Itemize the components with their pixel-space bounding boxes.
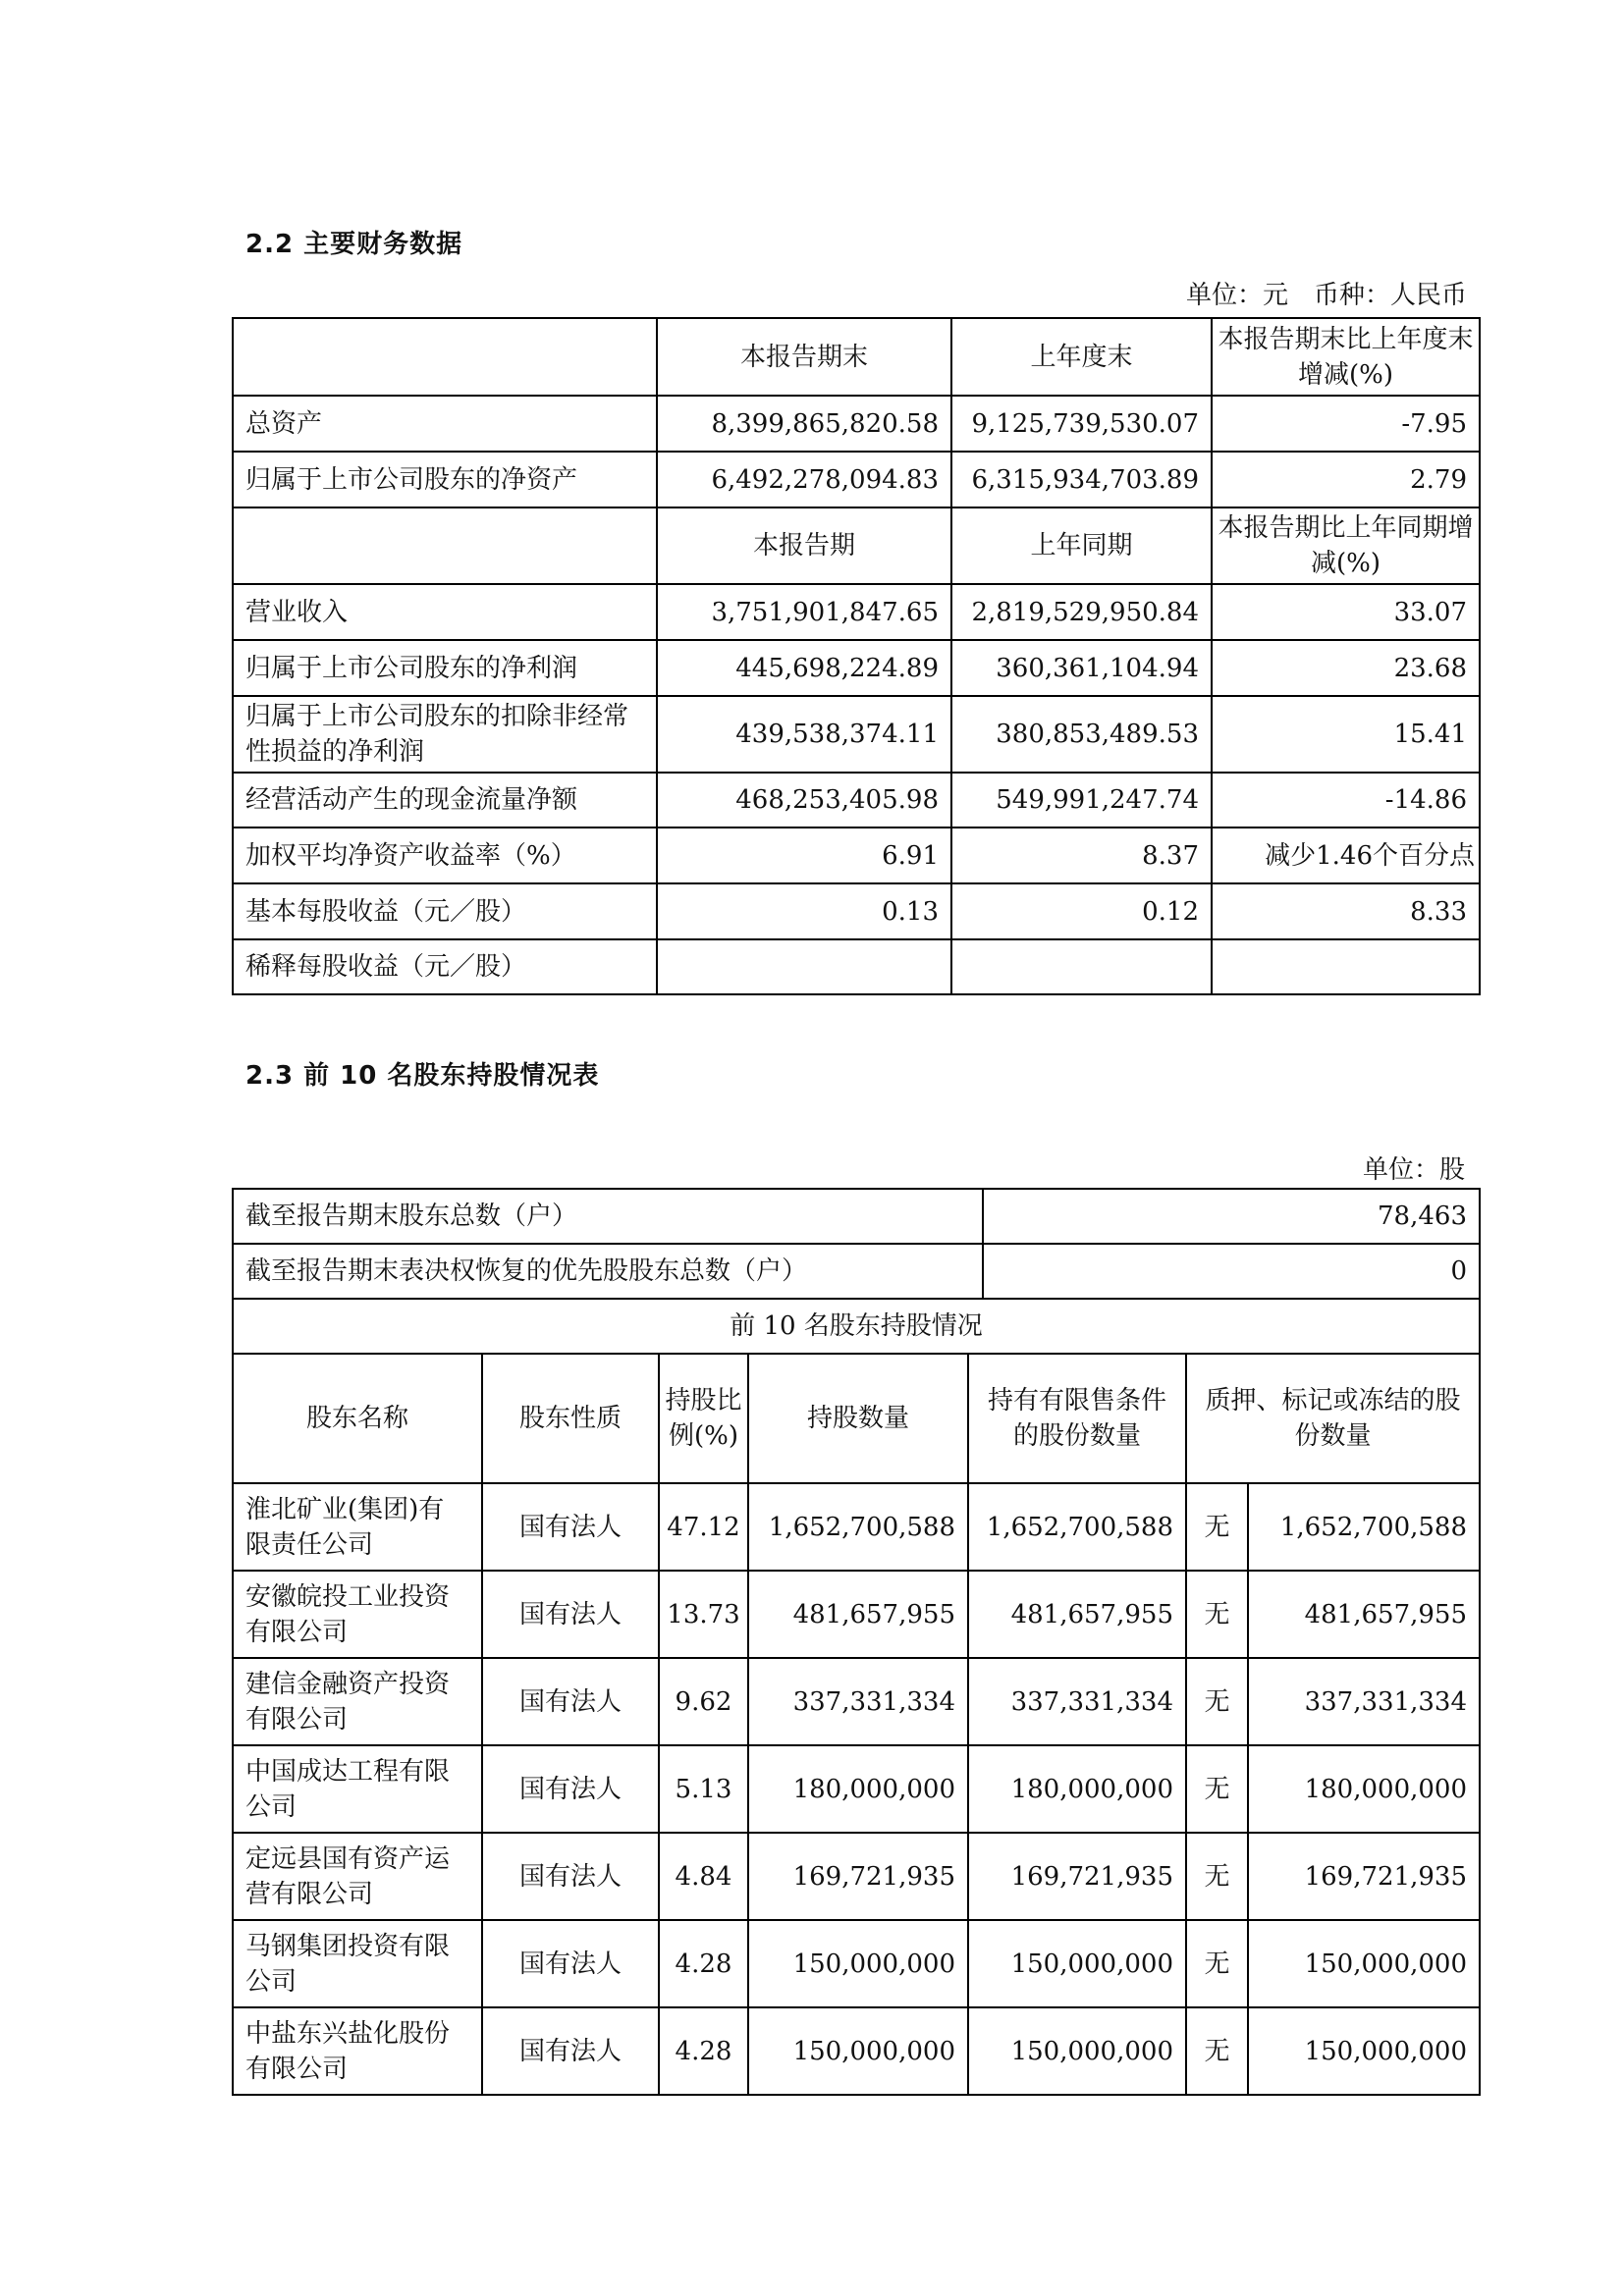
holder-quantity: 337,331,334	[748, 1658, 968, 1745]
summary-row	[233, 1244, 1480, 1299]
holder-quantity: 150,000,000	[748, 2007, 968, 2095]
holder-quantity: 169,721,935	[748, 1833, 968, 1920]
financial-header-row-2	[233, 507, 1480, 584]
row-change: -7.95	[1212, 396, 1480, 452]
preferred-holders-label: 截至报告期末表决权恢复的优先股股东总数（户）	[233, 1244, 983, 1299]
row-label: 归属于上市公司股东的净资产	[233, 452, 657, 507]
col-header-quantity: 持股数量	[748, 1354, 968, 1483]
holder-restricted: 481,657,955	[968, 1571, 1186, 1658]
total-holders-label: 截至报告期末股东总数（户）	[233, 1189, 983, 1244]
row-current: 0.13	[657, 883, 951, 939]
col-header-change: 本报告期末比上年度末增减(%)	[1212, 318, 1480, 396]
row-label: 基本每股收益（元／股）	[233, 883, 657, 939]
holders-header-row	[233, 1354, 1480, 1483]
row-previous: 380,853,489.53	[951, 696, 1212, 773]
holder-pledge-qty: 337,331,334	[1248, 1658, 1480, 1745]
row-change: -14.86	[1212, 773, 1480, 828]
row-current	[657, 939, 951, 994]
row-previous: 8.37	[951, 828, 1212, 883]
row-label: 稀释每股收益（元／股）	[233, 939, 657, 994]
holder-name: 中国成达工程有限公司	[233, 1745, 482, 1833]
holder-nature: 国有法人	[482, 1658, 659, 1745]
holder-pledge-status: 无	[1186, 1483, 1248, 1571]
col-header-current-period: 本报告期	[657, 507, 951, 584]
row-current: 6.91	[657, 828, 951, 883]
row-previous: 360,361,104.94	[951, 640, 1212, 696]
holder-ratio: 4.84	[659, 1833, 748, 1920]
section-2-2-heading: 2.2 主要财务数据	[245, 230, 463, 259]
col-header-name: 股东名称	[233, 1354, 482, 1483]
row-current: 439,538,374.11	[657, 696, 951, 773]
section-2-3-unit: 单位：股	[1362, 1155, 1465, 1185]
holder-nature: 国有法人	[482, 1833, 659, 1920]
holder-ratio: 4.28	[659, 1920, 748, 2007]
summary-title-row	[233, 1299, 1480, 1354]
holder-restricted: 337,331,334	[968, 1658, 1186, 1745]
holder-name: 淮北矿业(集团)有限责任公司	[233, 1483, 482, 1571]
row-change: 23.68	[1212, 640, 1480, 696]
row-change: 2.79	[1212, 452, 1480, 507]
financial-row	[233, 696, 1480, 773]
row-label: 加权平均净资产收益率（%）	[233, 828, 657, 883]
holder-restricted: 1,652,700,588	[968, 1483, 1186, 1571]
holder-pledge-status: 无	[1186, 1658, 1248, 1745]
holder-ratio: 47.12	[659, 1483, 748, 1571]
holder-pledge-status: 无	[1186, 1745, 1248, 1833]
holder-pledge-qty: 481,657,955	[1248, 1571, 1480, 1658]
holder-pledge-qty: 1,652,700,588	[1248, 1483, 1480, 1571]
holder-pledge-status: 无	[1186, 2007, 1248, 2095]
financial-row	[233, 828, 1480, 883]
row-previous: 6,315,934,703.89	[951, 452, 1212, 507]
row-label: 归属于上市公司股东的净利润	[233, 640, 657, 696]
col-header-pledged: 质押、标记或冻结的股份数量	[1186, 1354, 1480, 1483]
row-current: 3,751,901,847.65	[657, 584, 951, 640]
col-header-ratio: 持股比例(%)	[659, 1354, 748, 1483]
top10-title: 前 10 名股东持股情况	[233, 1299, 1480, 1354]
financial-row	[233, 452, 1480, 507]
holder-pledge-qty: 169,721,935	[1248, 1833, 1480, 1920]
section-2-3-heading: 2.3 前 10 名股东持股情况表	[245, 1061, 600, 1091]
holder-quantity: 481,657,955	[748, 1571, 968, 1658]
holder-row	[233, 2007, 1480, 2095]
row-change	[1212, 939, 1480, 994]
row-current: 6,492,278,094.83	[657, 452, 951, 507]
holder-row	[233, 1745, 1480, 1833]
holder-pledge-status: 无	[1186, 1571, 1248, 1658]
holder-name: 安徽皖投工业投资有限公司	[233, 1571, 482, 1658]
row-previous: 9,125,739,530.07	[951, 396, 1212, 452]
row-label: 营业收入	[233, 584, 657, 640]
holder-ratio: 13.73	[659, 1571, 748, 1658]
financial-row	[233, 396, 1480, 452]
row-current: 8,399,865,820.58	[657, 396, 951, 452]
financial-row	[233, 640, 1480, 696]
total-holders-value: 78,463	[983, 1189, 1480, 1244]
financial-data-table	[232, 317, 1481, 995]
row-label: 归属于上市公司股东的扣除非经常性损益的净利润	[233, 696, 657, 773]
holder-row	[233, 1483, 1480, 1571]
financial-header-row-1	[233, 318, 1480, 396]
holder-row	[233, 1658, 1480, 1745]
col-header-previous: 上年度末	[951, 318, 1212, 396]
row-change: 减少1.46个百分点	[1212, 828, 1480, 883]
financial-row	[233, 584, 1480, 640]
header-empty-cell	[233, 507, 657, 584]
row-current: 468,253,405.98	[657, 773, 951, 828]
row-label: 经营活动产生的现金流量净额	[233, 773, 657, 828]
holder-pledge-status: 无	[1186, 1920, 1248, 2007]
col-header-current: 本报告期末	[657, 318, 951, 396]
holder-nature: 国有法人	[482, 2007, 659, 2095]
holder-quantity: 150,000,000	[748, 1920, 968, 2007]
top10-summary-table	[232, 1188, 1481, 1355]
financial-row	[233, 939, 1480, 994]
holder-restricted: 169,721,935	[968, 1833, 1186, 1920]
col-header-prior-period: 上年同期	[951, 507, 1212, 584]
row-label: 总资产	[233, 396, 657, 452]
row-previous: 2,819,529,950.84	[951, 584, 1212, 640]
row-previous	[951, 939, 1212, 994]
holder-pledge-status: 无	[1186, 1833, 1248, 1920]
holder-name: 中盐东兴盐化股份有限公司	[233, 2007, 482, 2095]
holder-nature: 国有法人	[482, 1483, 659, 1571]
row-change: 33.07	[1212, 584, 1480, 640]
col-header-nature: 股东性质	[482, 1354, 659, 1483]
col-header-restricted: 持有有限售条件的股份数量	[968, 1354, 1186, 1483]
top10-holders-table	[232, 1353, 1481, 2096]
holder-quantity: 180,000,000	[748, 1745, 968, 1833]
header-empty-cell	[233, 318, 657, 396]
row-change: 15.41	[1212, 696, 1480, 773]
holder-row	[233, 1920, 1480, 2007]
financial-row	[233, 773, 1480, 828]
holder-pledge-qty: 150,000,000	[1248, 2007, 1480, 2095]
row-previous: 0.12	[951, 883, 1212, 939]
holder-name: 定远县国有资产运营有限公司	[233, 1833, 482, 1920]
holder-nature: 国有法人	[482, 1920, 659, 2007]
holder-name: 建信金融资产投资有限公司	[233, 1658, 482, 1745]
row-previous: 549,991,247.74	[951, 773, 1212, 828]
holder-row	[233, 1833, 1480, 1920]
holder-restricted: 150,000,000	[968, 1920, 1186, 2007]
holder-restricted: 180,000,000	[968, 1745, 1186, 1833]
summary-row	[233, 1189, 1480, 1244]
holder-ratio: 9.62	[659, 1658, 748, 1745]
holder-ratio: 5.13	[659, 1745, 748, 1833]
holder-restricted: 150,000,000	[968, 2007, 1186, 2095]
holder-nature: 国有法人	[482, 1745, 659, 1833]
financial-row	[233, 883, 1480, 939]
holder-name: 马钢集团投资有限公司	[233, 1920, 482, 2007]
holder-nature: 国有法人	[482, 1571, 659, 1658]
holder-row	[233, 1571, 1480, 1658]
preferred-holders-value: 0	[983, 1244, 1480, 1299]
section-2-2-unit: 单位：元 币种：人民币	[1185, 281, 1467, 310]
holder-pledge-qty: 150,000,000	[1248, 1920, 1480, 2007]
row-change: 8.33	[1212, 883, 1480, 939]
col-header-period-change: 本报告期比上年同期增减(%)	[1212, 507, 1480, 584]
holder-quantity: 1,652,700,588	[748, 1483, 968, 1571]
holder-ratio: 4.28	[659, 2007, 748, 2095]
holder-pledge-qty: 180,000,000	[1248, 1745, 1480, 1833]
row-current: 445,698,224.89	[657, 640, 951, 696]
